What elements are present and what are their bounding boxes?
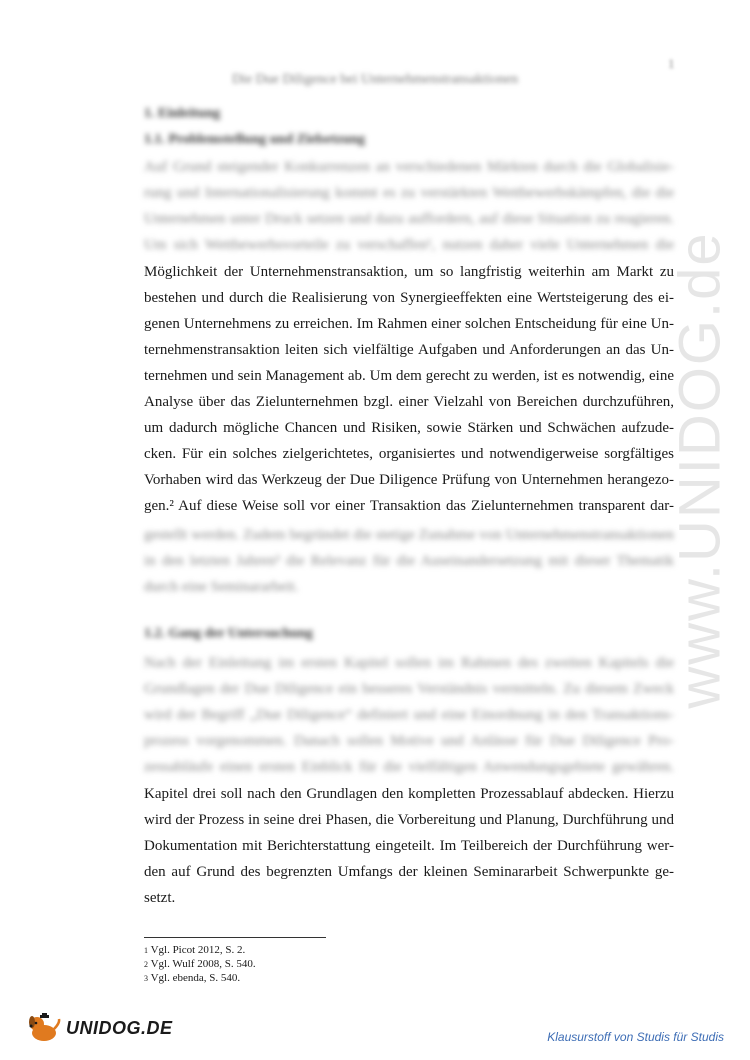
- dog-icon: [26, 1013, 62, 1043]
- footnote-rule: [144, 937, 326, 938]
- text-line: ternehmen und sein Management ab. Um dem gerecht zu werden, ist es notwendig, eine: [144, 368, 674, 384]
- text-line: Unternehmen unter Druck setzen und dazu auffordern, auf diese Situation zu reagieren.: [144, 211, 674, 227]
- chapter-heading: 1. Einleitung: [144, 106, 221, 121]
- page-number: 1: [668, 56, 675, 71]
- text-line: Dokumentation mit Berichterstattung eingeteilt. Im Teilbereich der Durchführung wer-: [144, 838, 674, 854]
- text-line: Nach der Einleitung im ersten Kapitel sollen im Rahmen des zweiten Kapitels die: [144, 655, 674, 671]
- text-line: rung und Internationalisierung kommt es zu verstärkten Wettbewerbskämpfen, die die: [144, 185, 674, 201]
- footnote: $^3$ Vgl. ebenda, S. 540.: [144, 972, 241, 984]
- text-line: ternehmenstransaktion leiten sich vielfältige Aufgaben und Anforderungen an das Un-: [144, 342, 674, 358]
- logo-text: UNIDOG.DE: [66, 1017, 173, 1038]
- text-line: Grundlagen der Due Diligence ein besseres Verständnis vermitteln. Zu diesem Zweck: [144, 681, 674, 697]
- tagline: Klausurstoff von Studis für Studis: [547, 1030, 724, 1044]
- text-line: gestellt werden. Zudem begründet die stetige Zunahme von Unternehmenstransaktionen: [144, 527, 674, 543]
- text-line: cken. Für ein solches zielgerichtetes, organisiertes und notwendigerweise sorgfältiges: [144, 446, 674, 462]
- text-line: um dadurch mögliche Chancen und Risiken, sowie Stärken und Schwächen aufzude-: [144, 420, 674, 436]
- unidog-logo[interactable]: [26, 1013, 173, 1043]
- footnote: $^1$ Vgl. Picot 2012, S. 2.: [144, 944, 246, 956]
- text-line: wird der Prozess in seine drei Phasen, die Vorbereitung und Planung, Durchführung und: [144, 812, 674, 828]
- text-line: den auf Grund des begrenzten Umfangs der kleinen Seminararbeit Schwerpunkte ge-: [144, 864, 674, 880]
- text-line: wird der Begriff „Due Diligence“ definiert und eine Einordnung in den Transaktions-: [144, 707, 674, 723]
- text-line: Auf Grund steigender Konkurrenzen an verschiedenen Märkten durch die Globalisie-: [144, 159, 674, 175]
- section-heading-1: 1.1. Problemstellung und Zielsetzung: [144, 132, 366, 147]
- text-line: bestehen und durch die Realisierung von Synergieeffekten eine Wertsteigerung des ei-: [144, 290, 674, 306]
- text-line: Um sich Wettbewerbsvorteile zu verschaffen¹, nutzen daher viele Unternehmen die: [144, 237, 674, 253]
- section-heading-2: 1.2. Gang der Untersuchung: [144, 626, 313, 641]
- footnote: $^2$ Vgl. Wulf 2008, S. 540.: [144, 958, 256, 970]
- running-header: Die Due Diligence bei Unternehmenstransaktionen: [231, 72, 519, 87]
- text-line: zessabläufe einen ersten Einblick für die vielfältigen Anwendungsgebiete gewähren.: [144, 759, 674, 775]
- text-line: Möglichkeit der Unternehmenstransaktion, um so langfristig weiterhin am Markt zu: [144, 264, 674, 280]
- text-line: gen.² Auf diese Weise soll vor einer Transaktion das Zielunternehmen transparent dar-: [144, 498, 674, 514]
- text-line: in den letzten Jahren³ die Relevanz für die Auseinandersetzung mit dieser Thematik: [144, 553, 674, 569]
- watermark-text: www.UNIDOG.de: [667, 231, 733, 709]
- text-line: durch eine Seminararbeit.: [144, 579, 299, 595]
- text-line: Vorhaben wird das Werkzeug der Due Diligence Prüfung von Unternehmen herangezo-: [144, 472, 674, 488]
- text-line: setzt.: [144, 890, 176, 906]
- text-line: Kapitel drei soll nach den Grundlagen den kompletten Prozessablauf abdecken. Hierzu: [144, 786, 674, 802]
- text-line: Analyse über das Zielunternehmen bzgl. einer Vielzahl von Bereichen durchzuführen,: [144, 394, 674, 410]
- text-line: prozess vorgenommen. Danach sollen Motive und Anlässe für Due Diligence Pro-: [144, 733, 674, 749]
- text-line: genen Unternehmens zu erreichen. Im Rahmen einer solchen Entscheidung für eine Un-: [144, 316, 674, 332]
